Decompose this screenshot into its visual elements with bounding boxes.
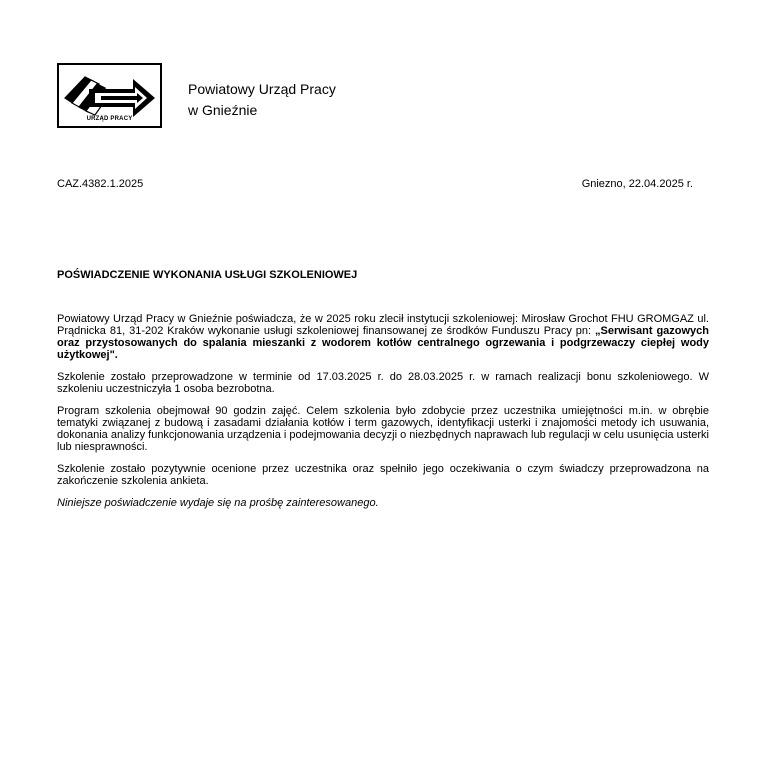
document-body [57,313,709,519]
paragraph-issuance: Niniejsze poświadczenie wydaje się na prośbę zainteresowanego. [57,497,379,509]
paragraph-evaluation: Szkolenie zostało pozytywnie ocenione przez uczestnika oraz spełniło jego oczekiwania o czym świadczy przeprowadzona na zakończenie szkolenia ankieta. [57,463,709,487]
office-name [188,79,336,121]
paragraph-service [57,313,709,361]
document-title: POŚWIADCZENIE WYKONANIA USŁUGI SZKOLENIOWEJ [57,269,358,281]
office-logo [57,63,162,128]
logo-caption: URZĄD PRACY [86,116,133,122]
paragraph-service-text: Powiatowy Urząd Pracy w Gnieźnie poświadcza, że w 2025 roku zlecił instytucji szkoleniowej: Mirosław Grochot FHU GROMGAZ ul. Prądnicka 81, 31-202 Kraków wykonanie usługi szkoleniowej finansowanej ze środków Funduszu Pracy pn: [57,313,709,337]
office-name-line1: Powiatowy Urząd Pracy [188,81,336,97]
reference-number: CAZ.4382.1.2025 [57,178,144,190]
training-name: „Serwisant gazowych oraz przystosowanych do spalania mieszanki z wodorem kotłów centralnego ogrzewania i podgrzewaczy ciepłej wody użytkowej". [57,325,710,361]
office-name-line2: w Gnieźnie [188,102,258,118]
paragraph-dates: Szkolenie zostało przeprowadzone w terminie od 17.03.2025 r. do 28.03.2025 r. w ramach realizacji bonu szkoleniowego. W szkoleniu uczestniczyła 1 osoba bezrobotna. [57,371,709,395]
paragraph-program: Program szkolenia obejmował 90 godzin zajęć. Celem szkolenia było zdobycie przez uczestnika umiejętności m.in. w obrębie tematyki związanej z budową i zasadami działania kotłów i term gazowych, identyfikacji usterki i znajomości metody ich usuwania, dokonania analizy funkcjonowania urządzenia i podejmowania decyzji o niezbędnych naprawach lub regulacji w celu usunięcia usterki lub niesprawności. [57,405,709,453]
place-date: Gniezno, 22.04.2025 r. [581,178,693,190]
